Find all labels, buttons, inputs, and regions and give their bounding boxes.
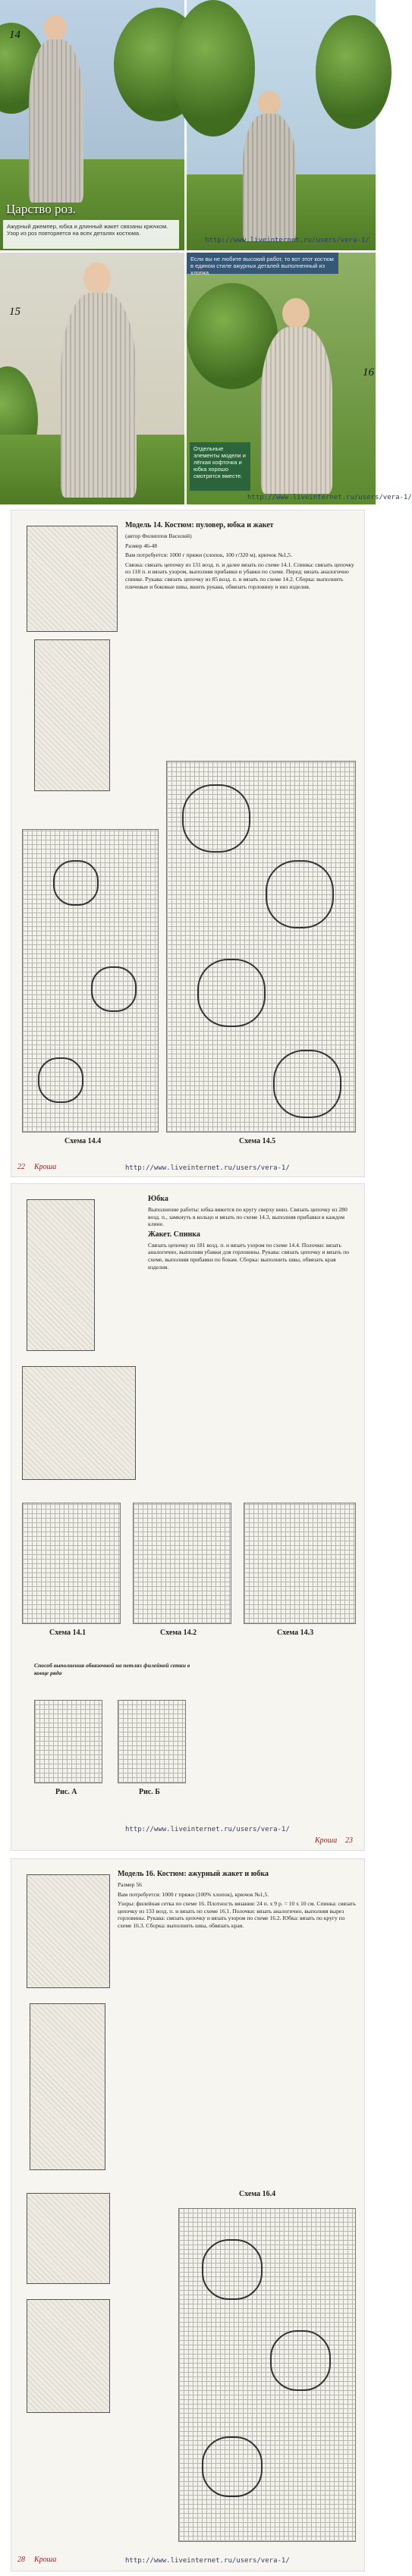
page-number: 23 <box>345 1836 353 1845</box>
model-figure <box>240 91 300 243</box>
schema-label: Схема 14.5 <box>239 1137 276 1145</box>
instructions: Узоры: филейная сетка по схеме 16. Плотность вязания: 24 п. x 9 р. = 10 x 10 см. Спинка: связать цепочку из 133 возд. п. и вязать по схеме 16.1. Полочки: вязать аналогично, выполняя вырез горловины. Рукава: связать цепочку и вязать узором по схеме 16.2. Юбка: вязать по кругу по схеме 16.3. Сборка: выполнить швы, обвязать края. <box>118 1900 356 1929</box>
schema-16-4 <box>178 2208 356 2542</box>
caption-text: Если вы не любите высокий работ, то вот этот костюм в едином стиле ажурных деталей выполненный из хлопка. <box>187 253 338 274</box>
schema-label: Схема 14.2 <box>160 1629 197 1637</box>
photo-model-15 <box>0 253 184 504</box>
figure-label: Рис. Б <box>139 1788 160 1796</box>
brand: Кроша <box>34 1163 57 1171</box>
pattern-description <box>148 1195 357 1273</box>
pattern-description <box>125 521 357 592</box>
jacket-diagram <box>22 1366 136 1480</box>
jacket-diagram <box>27 1874 110 1988</box>
schema-14-2 <box>133 1503 231 1624</box>
model-figure <box>255 298 338 495</box>
brand: Кроша <box>315 1836 338 1845</box>
skirt-diagram <box>34 639 110 791</box>
page-number: 14 <box>9 29 20 41</box>
section-heading: Юбка <box>148 1195 168 1203</box>
pattern-piece <box>27 2193 110 2284</box>
photo-model-14 <box>0 0 184 250</box>
caption-text: Отдельные элементы модели и лёгкая кофточка и юбка хорошо смотрятся вместе. <box>190 442 250 491</box>
model-figure <box>23 15 91 205</box>
watermark: http://www.liveinternet.ru/users/vera-1/ <box>125 1826 290 1833</box>
pattern-page-model-14-cont <box>11 1183 365 1851</box>
brand: Кроша <box>34 2556 57 2564</box>
author: (автор Филиппов Василий) <box>125 532 192 539</box>
instructions: Связка: связать цепочку из 131 возд. п. и далее вязать по схеме 14.1. Спинка: связать цепочку из 118 п. и вязать узором, выполняя прибавки и убавки по схеме. Перед: вязать аналогично спинке. Рукава: связать цепочку из 85 возд. п. и вязать по схеме 14.2. Сборка: выполнить плечевые и боковые швы, вшить рукава, обвязать горловину и низ изделия. <box>125 561 354 590</box>
photo-model-16 <box>187 253 412 504</box>
schema-label: Схема 14.1 <box>49 1629 86 1637</box>
pattern-page-model-14 <box>11 510 365 1177</box>
watermark: http://www.liveinternet.ru/users/vera-1/ <box>205 237 370 244</box>
instructions: Связать цепочку из 181 возд. п. и вязать узором по схеме 14.4. Полочки: вязать аналогично, выполняя убавки для горловины. Рукава: связать цепочку и вязать по схеме, выполняя прибавки по бокам. Сборка: выполнить швы, обвязать края изделия. <box>148 1241 350 1271</box>
materials: Вам потребуется: 1000 г пряжи (хлопок, 100 г/320 м), крючок №1,5. <box>125 551 292 559</box>
page-number: 16 <box>363 366 374 379</box>
watermark: http://www.liveinternet.ru/users/vera-1/ <box>125 2557 290 2565</box>
caption-text: Ажурный джемпер, юбка и длинный жакет связаны крючком. Узор из роз повторяется на всех деталях костюма. <box>3 220 179 249</box>
page-number: 28 <box>17 2556 25 2564</box>
size-label: Размер 56 <box>118 1881 142 1888</box>
watermark: http://www.liveinternet.ru/users/vera-1/ <box>125 1164 290 1172</box>
pattern-piece <box>27 2299 110 2413</box>
page-number: 22 <box>17 1163 25 1171</box>
jumper-diagram <box>27 526 118 632</box>
schema-label: Схема 14.4 <box>64 1137 102 1145</box>
photo-model-14-alt <box>187 0 376 250</box>
pattern-page-model-16 <box>11 1858 365 2571</box>
caption-title: Царство роз. <box>6 202 76 216</box>
model-title: Модель 16. Костюм: ажурный жакет и юбка <box>118 1870 269 1878</box>
figure-a <box>34 1700 102 1783</box>
method-title <box>34 1662 201 1679</box>
pattern-description <box>118 1870 357 1932</box>
schema-label: Схема 16.4 <box>239 2190 276 2198</box>
model-figure <box>53 256 144 499</box>
method-title-text: Способ выполнения обвязочной на петлях филейной сетки в конце ряда <box>34 1662 190 1676</box>
page-number: 15 <box>9 306 20 318</box>
schema-14-3 <box>244 1503 356 1624</box>
figure-b <box>118 1700 186 1783</box>
materials: Вам потребуется: 1000 г пряжи (100% хлопок), крючок №1,5. <box>118 1890 269 1898</box>
schema-label: Схема 14.3 <box>277 1629 314 1637</box>
model-title: Модель 14. Костюм: пуловер, юбка и жакет <box>125 521 274 529</box>
schema-14-5 <box>166 761 356 1132</box>
schema-14-1 <box>22 1503 121 1624</box>
watermark: http://www.liveinternet.ru/users/vera-1/ <box>247 494 412 501</box>
figure-label: Рис. А <box>55 1788 77 1796</box>
instructions: Выполнение работы: юбка вяжется по кругу сверху вниз. Связать цепочку из 280 возд. п., замкнуть в кольцо и вязать по схеме 14.3, выполняя прибавки в каждом клине. <box>148 1206 348 1228</box>
section-heading: Жакет. Спинка <box>148 1230 200 1239</box>
size-label: Размер 46-48 <box>125 542 158 549</box>
skirt-diagram <box>27 1199 95 1351</box>
skirt-diagram <box>30 2003 105 2170</box>
schema-14-4 <box>22 829 159 1132</box>
